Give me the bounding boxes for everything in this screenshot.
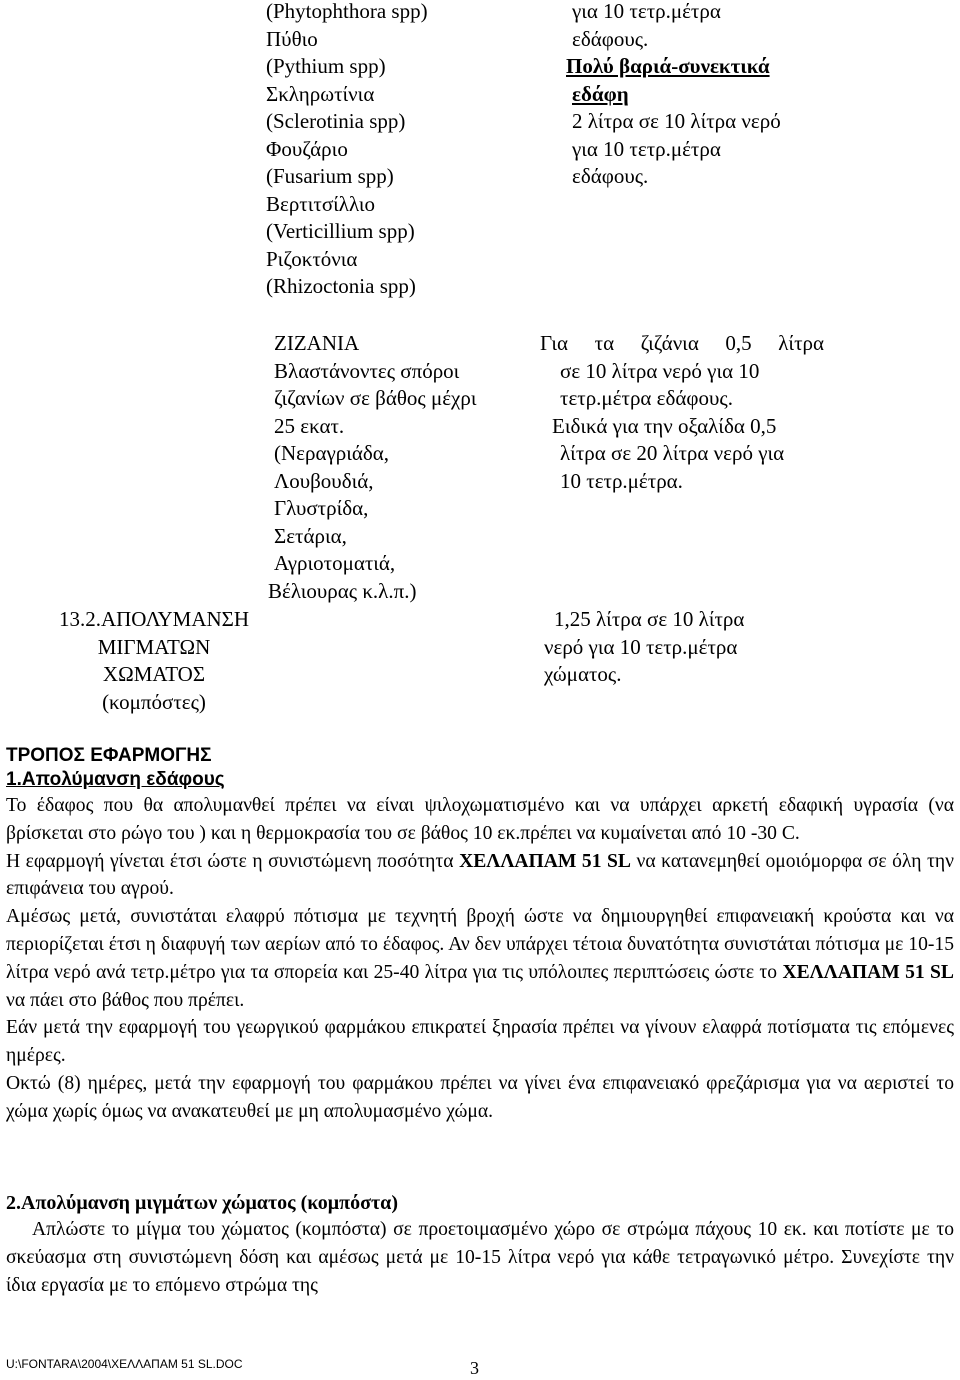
paragraph-drought: Εάν μετά την εφαρμογή του γεωργικού φαρμάκου επικρατεί ξηρασία πρέπει να γίνουν ελαφρά ποτίσματα τις επόμενες ημέρες. [6,1017,954,1067]
product-name: ΧΕΛΛΑΠΑΜ 51 SL [459,850,632,872]
section-13-2-label [56,606,252,716]
weed-dose-line: Για τα ζιζάνια 0,5 λίτρα [540,331,824,355]
dose-line: εδάφους. [572,164,649,188]
pathogen-item: (Sclerotinia spp) [266,109,406,133]
weed-dose-line: σε 10 λίτρα νερό για 10 [560,358,760,383]
paragraph-text: να πάει στο βάθος που πρέπει. [6,989,245,1011]
weeds-item: Βέλιουρας κ.λ.π.) [268,578,417,603]
paragraph-aeration: Οκτώ (8) ημέρες, μετά την εφαρμογή του φαρμάκου πρέπει να γίνει ένα επιφανειακό φρεζάρισμα για να αεριστεί το χώμα χωρίς όμως να ανακατευθεί με μη απολυμασμένο χώμα. [6,1072,954,1122]
weed-dose-line: Ειδικά για την οξαλίδα 0,5 [552,413,777,438]
weeds-item: 25 εκατ. [274,413,345,438]
section-label-line: (κομπόστες) [102,689,206,714]
product-name: ΧΕΛΛΑΠΑΜ 51 SL [782,961,954,983]
compost-disinfection-title: 2.Απολύμανση μιγμάτων χώματος (κομπόστα) [6,1192,399,1214]
paragraph-watering [6,903,954,1014]
section-label-line: ΧΩΜΑΤΟΣ [102,662,206,686]
dose-line: εδάφους. [572,26,649,51]
paragraph-soil-conditions: Το έδαφος που θα απολυμανθεί πρέπει να είναι ψιλοχωματισμένο και να υπάρχει αρκετή εδαφική υγρασία (να βρίσκεται στο ρώγο του ) και η θερμοκρασία του σε βάθος 10 εκ.πρέπει να κυμαίνεται από 10 -30 C. [6,795,954,844]
weeds-item: ΖΙΖΑΝΙΑ [274,331,360,355]
dose-line: για 10 τετρ.μέτρα [572,136,721,161]
pathogen-item: Πύθιο [266,26,318,51]
paragraph-text: να κατανεμηθεί ομοιόμορφα σε όλη την επιφάνεια του αγρού. [6,850,955,900]
compost-dose-line: νερό για 10 τετρ.μέτρα [544,634,738,659]
soil-disinfection-title: 1.Απολύμανση εδάφους [6,769,225,790]
pathogen-item: (Phytophthora spp) [266,0,428,23]
compost-dose [544,606,745,689]
weeds-item: ζιζανίων σε βάθος μέχρι [274,386,477,410]
weeds-item: Αγριοτοματιά, [274,551,396,575]
dose-line: για 10 τετρ.μέτρα [572,0,721,23]
weeds-item: Γλυστρίδα, [274,496,369,520]
weed-dose [540,330,824,495]
pathogen-item: Ριζοκτόνια [266,246,358,271]
pathogen-list [266,0,428,301]
pathogen-item: Σκληρωτίνια [266,81,375,106]
compost-dose-line: 1,25 λίτρα σε 10 λίτρα [554,607,745,631]
pathogen-item: (Pythium spp) [266,54,386,78]
paragraph-text: Αμέσως μετά, συνιστάται ελαφρύ πότισμα με τεχνητή βροχή ώστε να δημιουργηθεί επιφανειακή κρούστα και να περιορίζεται έτσι η διαφυγή των αερίων από το έδαφος. Αν δεν υπάρχει τέτοια δυνατότητα συνιστάται πότισμα με 10-15 λίτρα νερό ανά τετρ.μέτρο για τα σπορεία και 25-40 λίτρα για τις υπόλοιπες περιπτώσεις ώστε το [6,906,954,983]
pathogen-item: Φουζάριο [266,136,348,161]
section-label-line: ΜΙΓΜΑΤΩΝ [97,634,211,659]
section-label-line: 13.2.ΑΠΟΛΥΜΑΝΣΗ [58,607,250,631]
page-number: 3 [470,1358,479,1378]
heavy-soil-title: εδάφη [572,81,629,106]
weed-dose-line: λίτρα σε 20 λίτρα νερό για [560,441,785,465]
weed-dose-line: τετρ.μέτρα εδάφους. [560,386,733,410]
weeds-item: Λουβουδιά, [274,468,374,493]
dose-line: 2 λίτρα σε 10 λίτρα νερό [572,109,781,133]
heavy-soil-title: Πολύ βαριά-συνεκτικά [566,54,770,78]
pathogen-item: (Fusarium spp) [266,164,394,188]
weeds-item: Βλαστάνοντες σπόροι [274,358,460,383]
pathogen-item: Βερτιτσίλλιο [266,191,376,216]
pathogen-item: (Verticillium spp) [266,219,415,243]
paragraph-text: Η εφαρμογή γίνεται έτσι ώστε η συνιστώμενη ποσότητα [6,850,460,872]
weed-dose-line: 10 τετρ.μέτρα. [560,468,683,493]
paragraph-application [6,848,954,904]
application-section [6,744,954,1126]
weeds-list [268,330,477,605]
dose-top [566,0,781,191]
weeds-item: (Νεραγριάδα, [274,441,390,465]
paragraph-compost: Απλώστε το μίγμα του χώματος (κομπόστα) σε προετοιμασμένο χώρο σε στρώμα πάχους 10 εκ. και ποτίστε με το σκεύασμα στη συνιστώμενη δόση και αμέσως μετά με 10-15 λίτρα νερό για κάθε τετραγωνικό μέτρο. Συνεχίστε την ίδια εργασία με το επόμενο στρώμα της [6,1219,954,1296]
compost-section [6,1190,954,1299]
footer-file-path: U:\FONTARA\2004\ΧΕΛΛΑΠΑΜ 51 SL.DOC [6,1357,243,1371]
weeds-item: Σετάρια, [274,523,347,548]
pathogen-item: (Rhizoctonia spp) [266,274,416,298]
application-heading: ΤΡΟΠΟΣ ΕΦΑΡΜΟΓΗΣ [6,745,212,766]
compost-dose-line: χώματος. [544,662,622,686]
